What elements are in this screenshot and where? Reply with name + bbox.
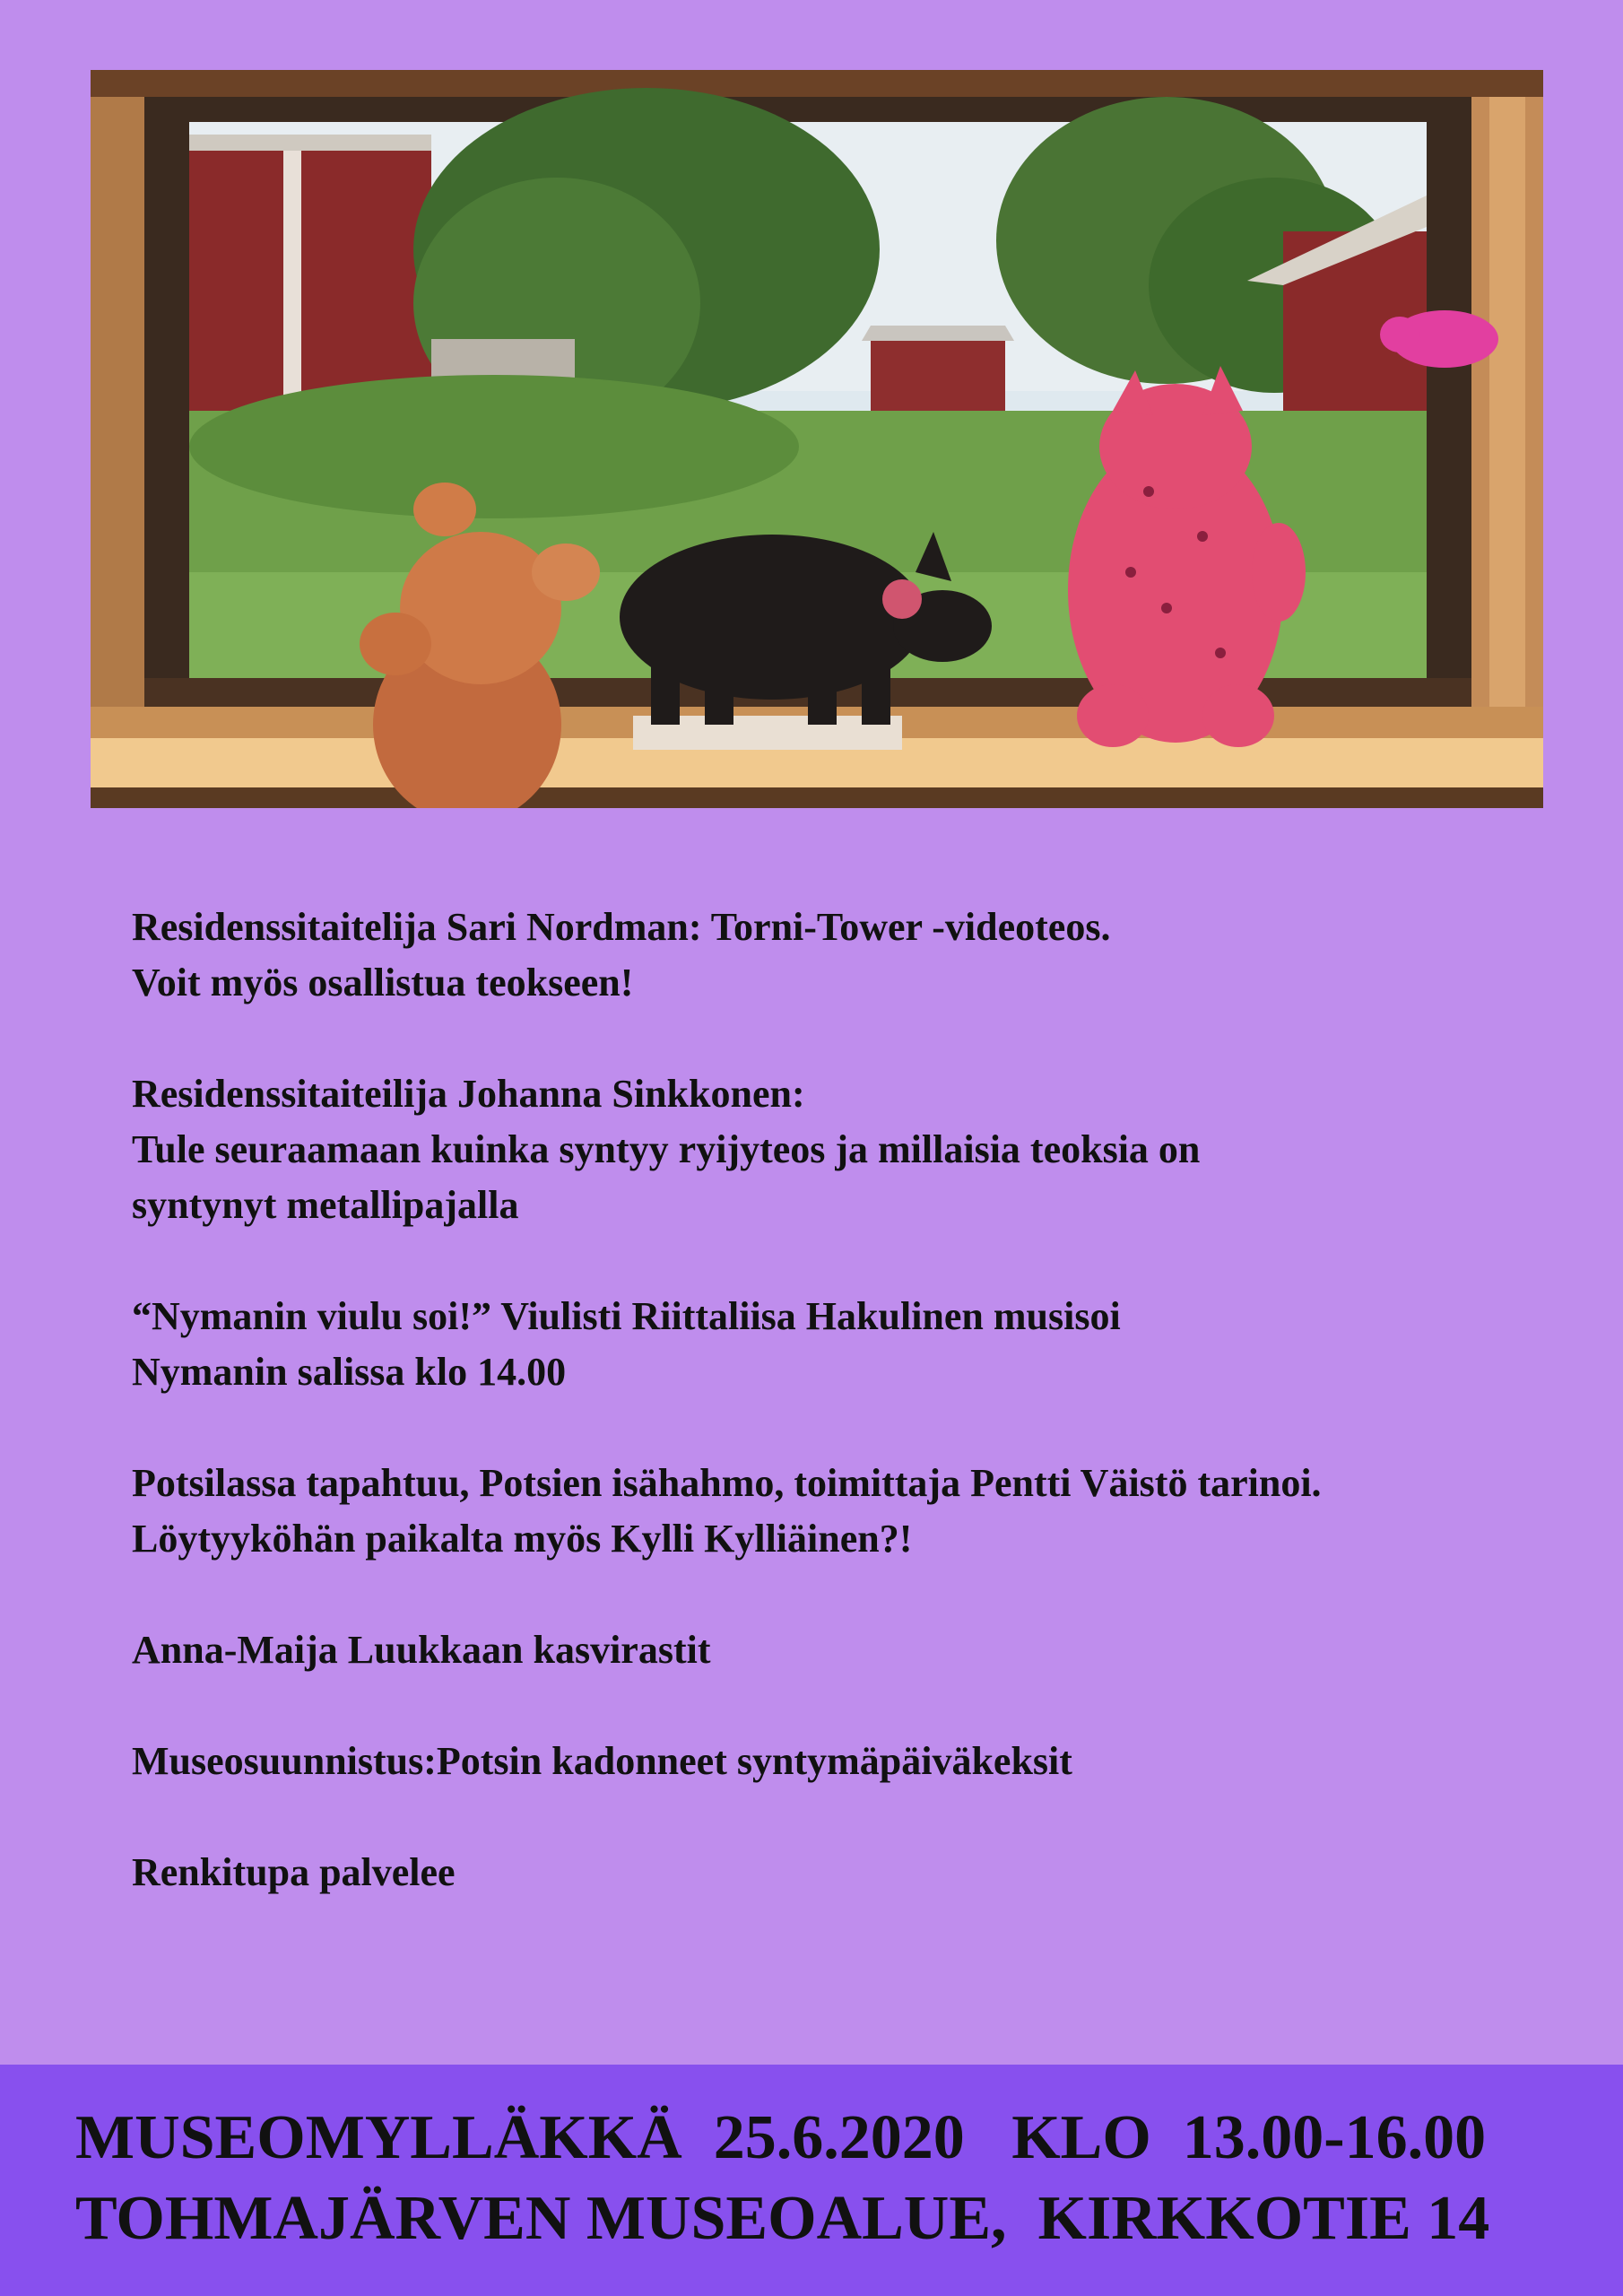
- program-line: Renkitupa palvelee: [132, 1850, 456, 1894]
- program-line: Anna-Maija Luukkaan kasvirastit: [132, 1628, 711, 1672]
- program-line: Museosuunnistus:Potsin kadonneet syntymäpäiväkeksit: [132, 1739, 1072, 1783]
- program-line: Löytyyköhän paikalta myös Kylli Kylliäinen?!: [132, 1517, 913, 1561]
- program-line: Voit myös osallistua teokseen!: [132, 961, 634, 1004]
- program-line: Residenssitaiteilija Johanna Sinkkonen:: [132, 1072, 805, 1116]
- program-line: Nymanin salissa klo 14.00: [132, 1350, 567, 1394]
- program-line: Tule seuraamaan kuinka syntyy ryijyteos ja millaisia teoksia on: [132, 1127, 1201, 1171]
- event-photo: [91, 70, 1543, 808]
- program-line: Residenssitaitelija Sari Nordman: Torni-Tower -videoteos.: [132, 905, 1111, 949]
- program-item-museosuunnistus: [132, 1734, 1584, 1789]
- program-item-nymanin-viulu: [132, 1289, 1584, 1400]
- event-program: [132, 900, 1584, 1956]
- program-item-renkitupa: [132, 1845, 1584, 1900]
- event-date-time: MUSEOMYLLÄKKÄ 25.6.2020 KLO 13.00-16.00: [75, 2103, 1487, 2172]
- program-item-kasvirastit: [132, 1622, 1584, 1678]
- event-footer-band: [0, 2065, 1623, 2296]
- program-item-sari-nordman: [132, 900, 1584, 1011]
- program-line: Potsilassa tapahtuu, Potsien isähahmo, toimittaja Pentti Väistö tarinoi.: [132, 1461, 1322, 1505]
- program-line: “Nymanin viulu soi!” Viulisti Riittaliisa Hakulinen musisoi: [132, 1294, 1121, 1338]
- program-line: syntynyt metallipajalla: [132, 1183, 519, 1227]
- event-location: TOHMAJÄRVEN MUSEOALUE, KIRKKOTIE 14: [75, 2184, 1490, 2253]
- program-item-potsila: [132, 1456, 1584, 1567]
- program-item-johanna-sinkkonen: [132, 1066, 1584, 1233]
- window-pigs-illustration: [91, 70, 1543, 808]
